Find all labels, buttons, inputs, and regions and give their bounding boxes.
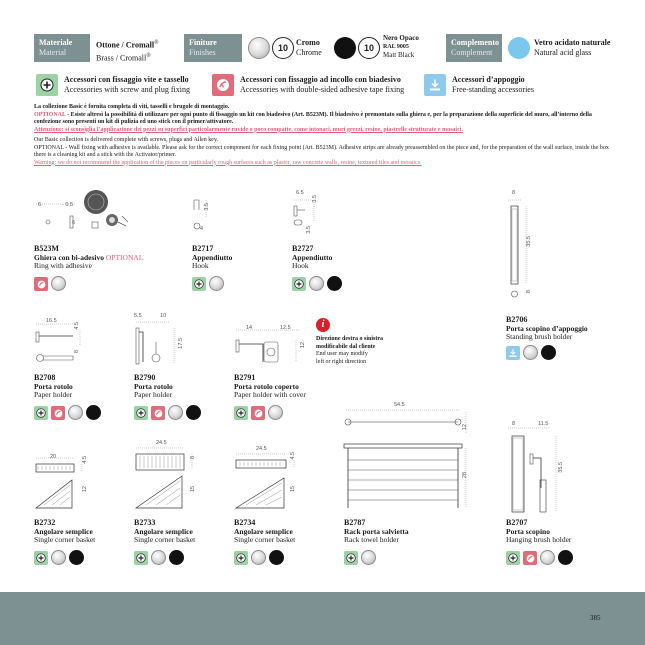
finishes-tag bbox=[184, 34, 242, 62]
warranty-10-badge-black: 10 bbox=[358, 37, 380, 59]
b2708-screw-icon bbox=[34, 406, 48, 420]
complement-tag bbox=[446, 34, 502, 62]
b2706-label: B2706 Porta scopino d’appoggio Standing brush holder bbox=[506, 315, 588, 342]
b523m-drawing bbox=[34, 188, 134, 238]
b2706-drawing bbox=[506, 196, 536, 302]
b2727-dim-height: 3.5 bbox=[306, 226, 312, 234]
complement-label-it: Complemento bbox=[451, 38, 499, 47]
b2717-chrome-swatch bbox=[209, 276, 224, 291]
note-en-optional: OPTIONAL - Wall fixing with adhesive is available. Please ask for the correct component for each fixing point (Art. B523M). Adhesive strips are already preassembled on the piece and, for the preparation of the wall surface, inside the box there is a cleaning kit and a stick with the Activator/primer. bbox=[34, 144, 609, 158]
note-it-1: La collezione Basic è fornita completa di viti, tasselli e brugole di montaggio. bbox=[34, 104, 230, 110]
legend-freestanding: Accessori d’appoggio Free-standing accessories bbox=[452, 75, 534, 94]
b2717-screw-icon bbox=[192, 277, 206, 291]
b2717-dim-height: 3.5 bbox=[204, 203, 210, 211]
b2708-dim-height: 8 bbox=[74, 350, 80, 354]
b2791-dim-span: 12.5 bbox=[280, 325, 291, 331]
b2790-drawing bbox=[134, 318, 184, 368]
note-it-optional: OPTIONAL - Esiste altresì la possibilità di utilizzare per ogni punto di fissaggio un kit con biadesivo (Art. B523M). Il biadesivo è premontato sulla ghiera e, per la preparazione della superficie del muro, all’interno della confezione sono presenti un kit di pulizia ed uno stick con il primer/attivatore. bbox=[34, 111, 592, 125]
b2734-drawing bbox=[234, 452, 304, 512]
legend-adhesive: Accessori con fissaggio ad incollo con biadesivo Accessories with double-sided adhesive tape fixing bbox=[240, 75, 405, 94]
b2790-black-swatch bbox=[186, 405, 201, 420]
b2708-dim-depth: 4.5 bbox=[74, 322, 80, 330]
matt-black-swatch bbox=[334, 37, 356, 59]
legend-screw: Accessori con fissaggio vite e tassello Accessories with screw and plug fixing bbox=[64, 75, 190, 94]
b2787-drawing bbox=[340, 408, 470, 514]
b2791-screw-icon bbox=[234, 406, 248, 420]
material-label-en: Material bbox=[39, 48, 67, 57]
complement-label-en: Complement bbox=[451, 48, 493, 57]
material-label-it: Materiale bbox=[39, 38, 73, 47]
note-en-1: Our Basic collection is delivered complete with screws, plugs and Allen key. bbox=[34, 137, 219, 143]
b2708-dim-width: 16.5 bbox=[46, 318, 57, 324]
b2708-chrome-swatch bbox=[68, 405, 83, 420]
acid-glass-swatch bbox=[508, 37, 530, 59]
b2734-dim-depth: 15 bbox=[290, 486, 296, 493]
b2734-dim-width: 24.5 bbox=[256, 446, 267, 452]
b2706-dim-height: 35.5 bbox=[526, 236, 532, 247]
b2708-drawing bbox=[34, 318, 94, 368]
warranty-10-badge: 10 bbox=[272, 37, 294, 59]
b2733-screw-icon bbox=[134, 551, 148, 565]
info-icon: i bbox=[316, 318, 330, 332]
b2790-dim-width: 10 bbox=[160, 313, 167, 319]
finishes-label-en: Finishes bbox=[189, 48, 216, 57]
b2732-label: B2732 Angolare semplice Single corner basket bbox=[34, 518, 96, 545]
b2733-dim-depth: 15 bbox=[190, 486, 196, 493]
b2787-dim-width: 54.5 bbox=[394, 402, 405, 408]
b2707-dim-width: 8 bbox=[512, 421, 516, 427]
finishes-label-it: Finiture bbox=[189, 38, 217, 47]
b2787-screw-icon bbox=[344, 551, 358, 565]
b2727-label: B2727 Appendiutto Hook bbox=[292, 244, 333, 271]
b2707-black-swatch bbox=[558, 550, 573, 565]
b2791-dim-height: 12 bbox=[300, 342, 306, 349]
complement-value: Vetro acidato naturale Natural acid glass bbox=[534, 38, 611, 57]
b2787-chrome-swatch bbox=[361, 550, 376, 565]
b2706-freestanding-icon bbox=[506, 346, 520, 360]
b2734-label: B2734 Angolare semplice Single corner basket bbox=[234, 518, 296, 545]
b2734-screw-icon bbox=[234, 551, 248, 565]
footer-band bbox=[0, 592, 645, 645]
b2706-dim-width: 8 bbox=[512, 190, 516, 196]
b2717-label: B2717 Appendiutto Hook bbox=[192, 244, 233, 271]
b2706-black-swatch bbox=[541, 345, 556, 360]
b2707-adhesive-icon bbox=[523, 551, 537, 565]
b523m-label: B523M Ghiera con bi-adesivo OPTIONAL Ring with adhesive bbox=[34, 244, 144, 271]
b2732-screw-icon bbox=[34, 551, 48, 565]
b2706-chrome-swatch bbox=[523, 345, 538, 360]
notes-block bbox=[34, 104, 612, 167]
b2734-dim-height: 4.5 bbox=[290, 452, 296, 460]
chrome-swatch bbox=[248, 37, 270, 59]
freestanding-icon bbox=[424, 74, 446, 96]
b2791-chrome-swatch bbox=[268, 405, 283, 420]
b2733-dim-height: 8 bbox=[190, 456, 196, 460]
b2727-chrome-swatch bbox=[309, 276, 324, 291]
b2717-dim-width: 4 bbox=[200, 226, 204, 232]
b2790-adhesive-icon bbox=[151, 406, 165, 420]
b2790-screw-icon bbox=[134, 406, 148, 420]
b2708-label: B2708 Porta rotolo Paper holder bbox=[34, 373, 73, 400]
b523m-adhesive-icon bbox=[34, 277, 48, 291]
b2790-dim-depth: 5.5 bbox=[134, 313, 142, 319]
b523m-dim-diameter: 6 bbox=[38, 202, 42, 208]
note-it-warning: Attenzione: si sconsiglia l’applicazione dei pezzi su superfici particolarmente ruvide o poco compatte, come intonaci, muri grezzi, resine, piastrelle strutturate e mosaici. bbox=[34, 126, 463, 133]
b2790-chrome-swatch bbox=[168, 405, 183, 420]
b2732-dim-width: 20 bbox=[50, 454, 57, 460]
b2791-dim-width: 14 bbox=[246, 325, 253, 331]
b2727-dim-width: 6.5 bbox=[296, 190, 304, 196]
b2733-dim-width: 24.5 bbox=[156, 440, 167, 446]
b2707-label: B2707 Porta scopino Hanging brush holder bbox=[506, 518, 572, 545]
b2790-dim-height: 17.5 bbox=[178, 338, 184, 349]
b2791-label: B2791 Porta rotolo coperto Paper holder with cover bbox=[234, 373, 306, 400]
b2787-label: B2787 Rack porta salvietta Rack towel holder bbox=[344, 518, 409, 545]
b2732-black-swatch bbox=[69, 550, 84, 565]
note-en-warning: Warning: we do not recommend the application of the pieces on particularly rough surfaces such as plaster, raw concrete walls, resine, textured tiles and mosaics. bbox=[34, 159, 422, 166]
b2732-dim-height: 4.5 bbox=[82, 456, 88, 464]
b2727-black-swatch bbox=[327, 276, 342, 291]
b2708-adhesive-icon bbox=[51, 406, 65, 420]
matt-black-label: Nero Opaco RAL 9005 Matt Black bbox=[383, 34, 419, 59]
direction-note: Direzione destra o sinistra modificabile dal cliente End user may modify left or right direction bbox=[316, 336, 384, 365]
b2707-dim-span: 11.5 bbox=[538, 421, 549, 427]
b2790-label: B2790 Porta rotolo Paper holder bbox=[134, 373, 173, 400]
material-value: Ottone / Cromall® Brass / Cromall® bbox=[96, 40, 159, 63]
b2732-chrome-swatch bbox=[51, 550, 66, 565]
b2734-black-swatch bbox=[269, 550, 284, 565]
b523m-dim-side: 6 bbox=[72, 220, 76, 226]
b2727-drawing bbox=[292, 198, 332, 240]
b2706-dim-base: 8 bbox=[526, 290, 532, 294]
b2787-dim-height: 28 bbox=[462, 472, 468, 479]
chrome-label: Cromo Chrome bbox=[296, 38, 322, 57]
b523m-dim-depth: - 0.5 bbox=[62, 202, 74, 208]
b2707-screw-icon bbox=[506, 551, 520, 565]
b2787-dim-depth: 12 bbox=[462, 424, 468, 431]
adhesive-icon bbox=[212, 74, 234, 96]
material-tag bbox=[34, 34, 90, 62]
b2727-dim-depth: 3.5 bbox=[312, 195, 318, 203]
b2708-black-swatch bbox=[86, 405, 101, 420]
page-number: 385 bbox=[590, 614, 601, 622]
b2707-dim-height: 35.5 bbox=[558, 462, 564, 473]
b523m-chrome-swatch bbox=[51, 276, 66, 291]
b2791-adhesive-icon bbox=[251, 406, 265, 420]
b2734-chrome-swatch bbox=[251, 550, 266, 565]
b2732-dim-depth: 12 bbox=[82, 486, 88, 493]
plus-screw-icon bbox=[36, 74, 58, 96]
b2707-chrome-swatch bbox=[540, 550, 555, 565]
b2727-screw-icon bbox=[292, 277, 306, 291]
b2733-black-swatch bbox=[169, 550, 184, 565]
b2732-drawing bbox=[34, 456, 94, 510]
b2733-label: B2733 Angolare semplice Single corner basket bbox=[134, 518, 196, 545]
b2733-chrome-swatch bbox=[151, 550, 166, 565]
